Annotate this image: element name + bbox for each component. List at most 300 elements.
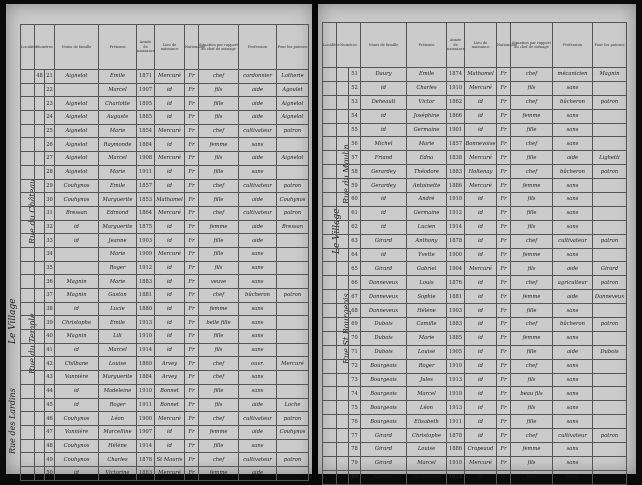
locality-cell [323,387,337,401]
cell-m [337,290,349,304]
cell-name: Michel [361,137,407,151]
cell-emp [593,137,627,151]
cell-rel: fille [199,193,239,207]
cell-m [35,138,45,152]
cell-place: id [155,275,185,289]
cell-place: id [155,343,185,357]
cell-rel: fils [199,343,239,357]
cell-name: id [55,384,99,398]
cell-year: 1838 [447,151,465,165]
cell-i: 71 [349,345,361,359]
cell-first: Yvette [407,248,447,262]
cell-rel: femme [511,109,553,123]
locality-cell [21,179,35,193]
cell-i: 63 [349,234,361,248]
cell-place: id [465,401,497,415]
table-row [21,193,309,207]
cell-i: 21 [45,70,55,84]
cell-year: 1903 [447,304,465,318]
cell-first: André [407,193,447,207]
cell-place: Mercuré [155,152,185,166]
cell-prof: sans [553,443,593,457]
cell-emp: patron [277,453,309,467]
cell-rel: fils [511,401,553,415]
table-row [323,470,627,484]
cell-i: 57 [349,151,361,165]
cell-prof: aide [239,398,277,412]
cell-year: 1857 [447,137,465,151]
cell-m [35,439,45,453]
cell-first: Jules [407,373,447,387]
header-cell: Prénoms [407,23,447,68]
locality-cell [21,425,35,439]
cell-first: Roger [99,261,137,275]
cell-rel: fils [511,81,553,95]
cell-place: id [465,470,497,484]
cell-i: 39 [45,316,55,330]
cell-year: 1885 [137,111,155,125]
table-row [21,412,309,426]
cell-first: Marie [99,247,137,261]
cell-year: 1876 [447,276,465,290]
cell-name: Couhynos [55,412,99,426]
cell-year: 1911 [447,415,465,429]
cell-rel: veuve [199,275,239,289]
locality-cell [323,345,337,359]
cell-first: Marcel [99,83,137,97]
cell-prof: aide [239,425,277,439]
header-cell: Noms de famille [55,25,99,70]
cell-year: 1904 [447,262,465,276]
cell-year: 1912 [137,261,155,275]
cell-year: 1910 [137,330,155,344]
cell-i: 26 [45,138,55,152]
cell-first: Marcel [99,152,137,166]
table-row [323,373,627,387]
table-row [323,151,627,165]
cell-m [35,165,45,179]
locality-cell [323,373,337,387]
locality-cell [323,290,337,304]
cell-first: Germaine [407,123,447,137]
locality-cell [323,165,337,179]
cell-i: 74 [349,387,361,401]
cell-i: 41 [45,343,55,357]
cell-place: Mercuré [465,179,497,193]
cell-nat: Fr [497,123,511,137]
locality-cell [323,81,337,95]
cell-place: id [465,345,497,359]
cell-rel: fille [199,247,239,261]
cell-name: Girard [361,429,407,443]
cell-year: 1884 [137,138,155,152]
cell-prof: cultivateur [553,429,593,443]
locality-cell [21,371,35,385]
cell-place: Crapeaud [465,443,497,457]
cell-emp: patron [277,412,309,426]
cell-name: Girard [361,443,407,457]
cell-year: 1881 [447,290,465,304]
cell-emp [277,371,309,385]
table-row [21,206,309,220]
cell-place: Mathamel [465,68,497,82]
locality-cell [21,453,35,467]
cell-rel: chef [511,95,553,109]
cell-place: id [155,111,185,125]
cell-m [35,179,45,193]
cell-i: 35 [45,261,55,275]
cell-place: id [155,302,185,316]
locality-cell [21,466,35,480]
table-row [21,124,309,138]
cell-prof: sans [553,470,593,484]
locality-cell [21,261,35,275]
cell-name [55,83,99,97]
cell-emp [277,343,309,357]
cell-emp: Aignelot [277,97,309,111]
cell-m [337,81,349,95]
cell-rel: chef [511,429,553,443]
cell-first: Marie [99,165,137,179]
cell-year: 1914 [447,220,465,234]
cell-emp: Aignelot [277,152,309,166]
cell-first: Camille [407,318,447,332]
cell-emp: Girard [593,262,627,276]
locality-cell [323,359,337,373]
locality-cell [21,220,35,234]
cell-year: 1883 [447,165,465,179]
cell-emp [277,247,309,261]
cell-rel: femme [199,138,239,152]
table-row [323,81,627,95]
cell-emp [593,109,627,123]
cell-rel: femme [511,443,553,457]
cell-prof: sans [553,304,593,318]
cell-nat: Fr [497,415,511,429]
cell-place: Mercuré [465,456,497,470]
cell-emp [277,302,309,316]
cell-name: Bourgeois [361,415,407,429]
cell-year: 1886 [447,179,465,193]
cell-place: Mercuré [155,412,185,426]
cell-first: Louis [407,276,447,290]
cell-emp: Aignelot [277,111,309,125]
cell-year: 1910 [447,359,465,373]
cell-name: Magnin [55,289,99,303]
table-row [323,123,627,137]
table-row [21,330,309,344]
table-row [21,357,309,371]
cell-nat: Fr [185,124,199,138]
cell-i: 44 [45,384,55,398]
cell-nat: Fr [185,261,199,275]
cell-emp: Magnin [593,68,627,82]
locality-cell [21,70,35,84]
cell-m [35,261,45,275]
cell-rel: femme [199,425,239,439]
cell-i: 23 [45,97,55,111]
cell-first: Hélène [407,304,447,318]
cell-emp [277,384,309,398]
table-row [21,247,309,261]
cell-name: Vannière [55,425,99,439]
cell-emp [593,304,627,318]
cell-prof: sans [239,384,277,398]
cell-prof: sans [553,109,593,123]
cell-i: 27 [45,152,55,166]
cell-place: Mercuré [465,151,497,165]
cell-nat: Fr [185,466,199,480]
cell-name: id [55,220,99,234]
cell-prof: aide [553,151,593,165]
cell-first: Léon [407,401,447,415]
cell-m [35,384,45,398]
cell-name: Dubois [361,331,407,345]
cell-m [337,68,349,82]
cell-name: Gerardey [361,165,407,179]
cell-nat: Fr [185,193,199,207]
cell-m [35,453,45,467]
table-row [323,234,627,248]
cell-rel: fils [511,373,553,387]
cell-m [337,387,349,401]
cell-nat: Fr [185,302,199,316]
cell-name: Couhynos [55,453,99,467]
cell-m [337,304,349,318]
table-row [323,262,627,276]
cell-name: Danneveux [361,276,407,290]
table-row [21,425,309,439]
table-row [323,137,627,151]
locality-cell [323,95,337,109]
cell-emp [277,275,309,289]
cell-place: id [465,359,497,373]
cell-prof: sans [239,247,277,261]
cell-place: Arvey [155,357,185,371]
cell-nat: Fr [497,151,511,165]
locality-cell [323,456,337,470]
cell-name: Danneveux [361,304,407,318]
cell-emp [593,248,627,262]
cell-first: Auguste [99,111,137,125]
cell-m [35,206,45,220]
cell-prof: bûcheron [553,95,593,109]
cell-emp: patron [593,318,627,332]
cell-nat: Fr [497,443,511,457]
cell-i: 53 [349,95,361,109]
table-row [21,466,309,480]
street-label: Rue des Lardins [8,388,17,454]
cell-name: Gerardey [361,179,407,193]
cell-m [337,429,349,443]
cell-prof: cultivateur [553,234,593,248]
cell-place: id [465,318,497,332]
cell-prof: sans [553,206,593,220]
cell-m [337,359,349,373]
cell-nat: Fr [497,387,511,401]
cell-i: 30 [45,193,55,207]
locality-cell [323,109,337,123]
cell-i: 59 [349,179,361,193]
locality-cell [323,470,337,484]
cell-place: id [155,330,185,344]
header-cell: Pour les patrons [593,23,627,68]
cell-prof: aide [239,111,277,125]
cell-rel: fille [199,384,239,398]
cell-name: Dubois [361,318,407,332]
cell-i: 54 [349,109,361,123]
cell-name: id [55,302,99,316]
locality-cell [21,316,35,330]
cell-first: Louise [99,357,137,371]
cell-nat: Fr [185,398,199,412]
table-row [21,83,309,97]
cell-m [35,371,45,385]
cell-rel: chef [199,412,239,426]
cell-m [337,331,349,345]
cell-name: Aignelot [55,70,99,84]
cell-place: id [465,373,497,387]
cell-year: 1881 [137,289,155,303]
cell-emp [593,81,627,95]
cell-first: Emile [99,179,137,193]
cell-i: 72 [349,359,361,373]
cell-name: Couhynos [55,179,99,193]
locality-cell [21,398,35,412]
cell-rel: fille [511,415,553,429]
cell-i: 48 [45,439,55,453]
table-row [323,68,627,82]
cell-name: Girard [361,456,407,470]
cell-place: Bonnevoise [465,137,497,151]
header-cell: Noms de famille [361,23,407,68]
locality-cell [21,234,35,248]
cell-place: id [155,425,185,439]
cell-nat: Fr [185,412,199,426]
cell-emp: patron [593,95,627,109]
cell-prof: sans [239,371,277,385]
cell-first: Emile [407,68,447,82]
locality-cell [323,276,337,290]
cell-year: 1878 [447,234,465,248]
cell-m [337,179,349,193]
cell-prof: aide [239,220,277,234]
cell-emp: Couhynos [277,425,309,439]
cell-rel: femme [511,179,553,193]
cell-nat: Fr [497,109,511,123]
cell-place: Mercuré [155,70,185,84]
street-label: Rue du Moulin [342,144,351,204]
table-row [323,248,627,262]
table-row [323,220,627,234]
cell-rel: femme [199,466,239,480]
cell-i: 76 [349,415,361,429]
cell-emp [277,165,309,179]
cell-place: id [465,276,497,290]
cell-place: Mercuré [465,81,497,95]
cell-name: Couhynos [55,439,99,453]
cell-year: 1900 [447,248,465,262]
cell-year: 1874 [447,68,465,82]
cell-prof: cordonnier [239,70,277,84]
cell-prof: ouvr. [239,357,277,371]
cell-first: Edmond [99,206,137,220]
locality-label: Le Village [8,298,18,344]
cell-i: 70 [349,331,361,345]
cell-name [55,247,99,261]
cell-prof: sans [553,359,593,373]
cell-prof: aide [553,262,593,276]
table-row [21,398,309,412]
cell-m [35,357,45,371]
cell-m [337,345,349,359]
cell-m [337,123,349,137]
cell-m [337,220,349,234]
cell-first: Louise [407,345,447,359]
table-row [323,456,627,470]
cell-nat: Fr [497,234,511,248]
cell-place: Mercuré [155,124,185,138]
cell-m [337,373,349,387]
cell-first: Victor [407,95,447,109]
header-cell: Année de naissance [447,23,465,68]
cell-first: Hélène [99,439,137,453]
cell-m [35,124,45,138]
cell-year: 1862 [447,95,465,109]
street-label: Rue du Château [28,178,37,244]
cell-emp [593,123,627,137]
cell-year: 1901 [447,123,465,137]
cell-i: 64 [349,248,361,262]
locality-cell [323,248,337,262]
cell-year: 1913 [137,316,155,330]
cell-nat: Fr [185,371,199,385]
locality-cell [21,206,35,220]
cell-emp: patron [277,124,309,138]
cell-year: 1860 [137,357,155,371]
cell-name: id [55,398,99,412]
table-row [323,443,627,457]
cell-place: id [155,234,185,248]
table-row [21,316,309,330]
cell-i: 37 [45,289,55,303]
cell-emp: patron [593,234,627,248]
cell-nat: Fr [497,137,511,151]
cell-emp: Danneveux [593,290,627,304]
cell-nat: Fr [497,193,511,207]
cell-year: 1910 [447,456,465,470]
table-row [323,331,627,345]
cell-rel: fille [199,439,239,453]
cell-place: id [155,439,185,453]
cell-emp [593,401,627,415]
cell-rel: chef [199,124,239,138]
locality-cell [323,123,337,137]
street-label: Rue St Bourgeois [342,293,351,364]
cell-place: Holtenay [465,165,497,179]
cell-m [337,248,349,262]
cell-rel: fille [511,151,553,165]
cell-m [337,95,349,109]
cell-rel: fille [511,470,553,484]
cell-first: Lili [99,330,137,344]
locality-cell [21,384,35,398]
table-row [323,179,627,193]
cell-rel: fils [511,456,553,470]
cell-emp: Lighetti [593,151,627,165]
cell-name: id [361,206,407,220]
cell-place: id [155,165,185,179]
